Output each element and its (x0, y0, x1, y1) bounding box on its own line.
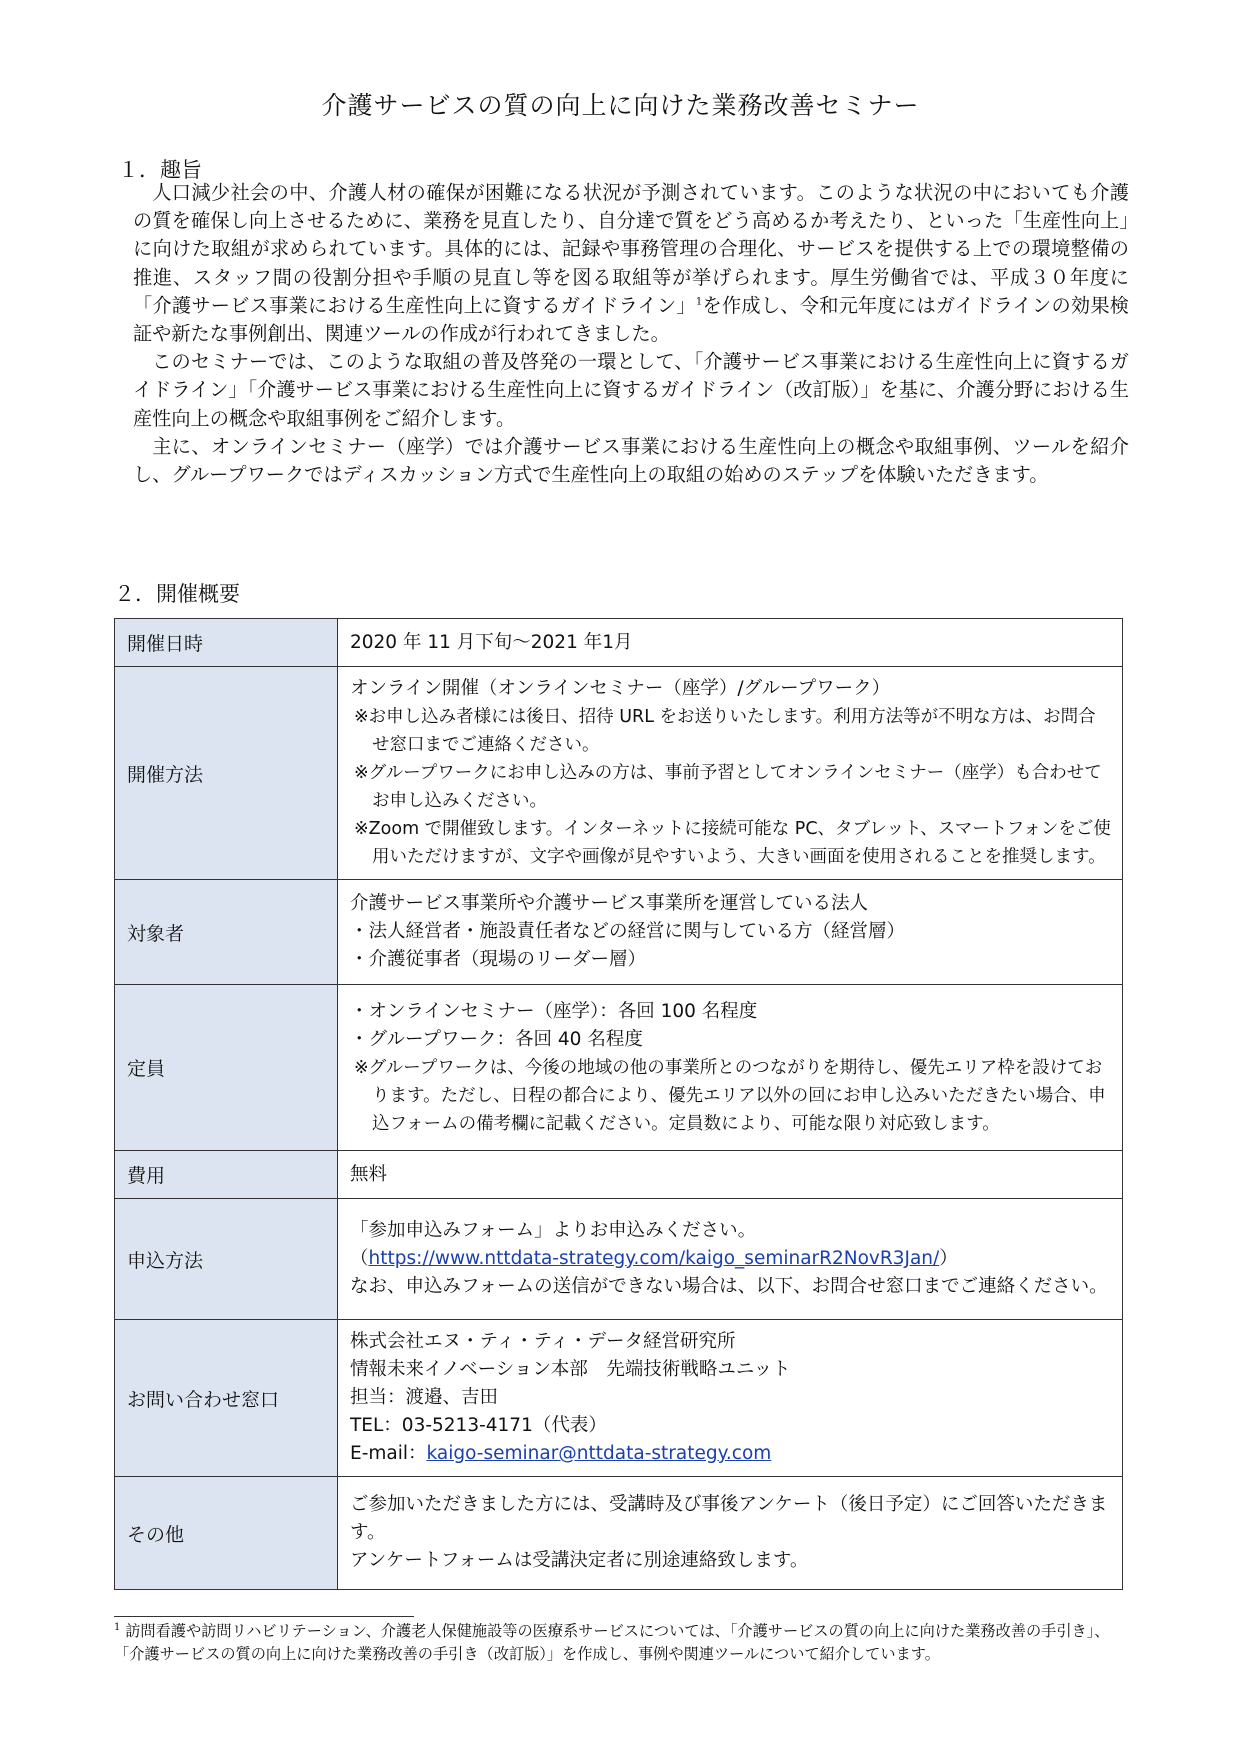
paragraph-text: 人口減少社会の中、介護人材の確保が困難になる状況が予測されています。このような状況の中においても介護の質を確保し向上させるために、業務を見直したり、自分達で質をどう高めるか考えたり、といった「生産性向上」に向けた取組が求められています。具体的には、記録や事務管理の合理化、サービスを提供する上での環境整備の推進、スタッフ間の役割分担や手順の見直し等を図る取組等が挙げられます。厚生労働省では、平成３０年度に「介護サービス事業における生産性向上に資するガイドライン」 (133, 181, 1129, 317)
method-note: ※Zoom で開催致します。インターネットに接続可能な PC、タブレット、スマートフォンをご使用いただけますが、文字や画像が見やすいよう、大きい画面を使用されることを推奨します。 (354, 819, 1111, 867)
method-note: ※グループワークにお申し込みの方は、事前予習としてオンラインセミナー（座学）も合わせてお申し込みください。 (354, 763, 1102, 811)
contact-email-line (350, 1440, 1112, 1468)
section-heading-overview: ２．開催概要 (114, 582, 240, 606)
table-row-other (115, 1477, 1123, 1590)
row-value (338, 1199, 1123, 1320)
capacity-line: ・グループワーク：各回 40 名程度 (350, 1028, 643, 1050)
method-note: ※お申し込み者様には後日、招待 URL をお送りいたします。利用方法等が不明な方は、お問合せ窓口までご連絡ください。 (354, 707, 1096, 755)
table-row-date (115, 619, 1123, 667)
table-row-apply (115, 1199, 1123, 1320)
paren: ） (939, 1248, 958, 1269)
apply-url-line (350, 1245, 1112, 1273)
purpose-body (133, 179, 1129, 489)
footnote (114, 1620, 1124, 1666)
row-label: 費用 (115, 1151, 338, 1199)
contact-person: 担当：渡邉、吉田 (350, 1387, 499, 1408)
capacity-line: ・オンラインセミナー（座学）：各回 100 名程度 (350, 1000, 758, 1022)
table-row-fee (115, 1151, 1123, 1199)
table-row-method (115, 667, 1123, 880)
section-heading-purpose: １．趣旨 (118, 158, 202, 182)
contact-dept: 情報未来イノベーション本部 先端技術戦略ユニット (350, 1359, 791, 1380)
row-label: 対象者 (115, 880, 338, 985)
row-value (338, 1477, 1123, 1590)
purpose-paragraph-3: 主に、オンラインセミナー（座学）では介護サービス事業における生産性向上の概念や取組事例、ツールを紹介し、グループワークではディスカッション方式で生産性向上の取組の始めのステップを体験いただきます。 (133, 434, 1129, 487)
row-label: 定員 (115, 985, 338, 1151)
contact-company: 株式会社エヌ・ティ・ティ・データ経営研究所 (350, 1331, 736, 1352)
footnote-divider (114, 1616, 414, 1617)
target-line: ・介護従事者（現場のリーダー層） (350, 949, 647, 970)
footnote-text: 訪問看護や訪問リハビリテーション、介護老人保健施設等の医療系サービスについては、「介護サービスの質の向上に向けた業務改善の手引き」、「介護サービスの質の向上に向けた業務改善の手引き（改訂版）」を作成し、事例や関連ツールについて紹介しています。 (114, 1622, 1110, 1663)
contact-tel: TEL：03-5213-4171（代表） (350, 1415, 607, 1436)
apply-line: なお、申込みフォームの送信ができない場合は、以下、お問合せ窓口までご連絡ください。 (350, 1276, 1108, 1297)
row-label: その他 (115, 1477, 338, 1590)
target-line: 介護サービス事業所や介護サービス事業所を運営している法人 (350, 893, 869, 914)
other-line: ご参加いただきました方には、受講時及び事後アンケート（後日予定）にご回答いただきます。 (350, 1494, 1108, 1543)
other-line: アンケートフォームは受講決定者に別途連絡致します。 (350, 1550, 809, 1571)
row-value (338, 667, 1123, 880)
paragraph-text: を作成し、令和元年度にはガイドラインの効果検証や新たな事例創出、関連ツールの作成が行われてきました。 (133, 293, 1129, 346)
email-link[interactable]: kaigo-seminar@nttdata-strategy.com (426, 1443, 772, 1464)
table-row-capacity (115, 985, 1123, 1151)
target-line: ・法人経営者・施設責任者などの経営に関与している方（経営層） (350, 921, 906, 942)
method-main: オンライン開催（オンラインセミナー（座学）/グループワーク） (350, 678, 891, 699)
row-label: お問い合わせ窓口 (115, 1320, 338, 1477)
row-value: 2020 年 11 月下旬～2021 年1月 (338, 619, 1123, 667)
row-value (338, 1320, 1123, 1477)
paren: （ (350, 1248, 369, 1269)
row-value: 無料 (338, 1151, 1123, 1199)
table-row-contact (115, 1320, 1123, 1477)
capacity-note: ※グループワークは、今後の地域の他の事業所とのつながりを期待し、優先エリア枠を設けております。ただし、日程の都合により、優先エリア以外の回にお申し込みいただきたい場合、申込フォームの備考欄に記載ください。定員数により、可能な限り対応致します。 (354, 1057, 1106, 1134)
table-row-target (115, 880, 1123, 985)
purpose-paragraph-1 (133, 179, 1129, 348)
footnote-number: 1 (114, 1621, 121, 1633)
apply-line: 「参加申込みフォーム」よりお申込みください。 (350, 1220, 757, 1241)
row-value (338, 985, 1123, 1151)
overview-table (114, 618, 1123, 1590)
form-link[interactable]: https://www.nttdata-strategy.com/kaigo_seminarR2NovR3Jan/ (368, 1248, 940, 1269)
row-label: 開催日時 (115, 619, 338, 667)
row-label: 申込方法 (115, 1199, 338, 1320)
purpose-paragraph-2: このセミナーでは、このような取組の普及啓発の一環として、「介護サービス事業における生産性向上に資するガイドライン」「介護サービス事業における生産性向上に資するガイドライン（改訂版）」を基に、介護分野における生産性向上の概念や取組事例をご紹介します。 (133, 350, 1130, 430)
page-title: 介護サービスの質の向上に向けた業務改善セミナー (321, 91, 920, 120)
row-label: 開催方法 (115, 667, 338, 880)
footnote-ref[interactable]: 1 (695, 296, 703, 308)
email-label: E-mail： (350, 1443, 427, 1464)
row-value (338, 880, 1123, 985)
